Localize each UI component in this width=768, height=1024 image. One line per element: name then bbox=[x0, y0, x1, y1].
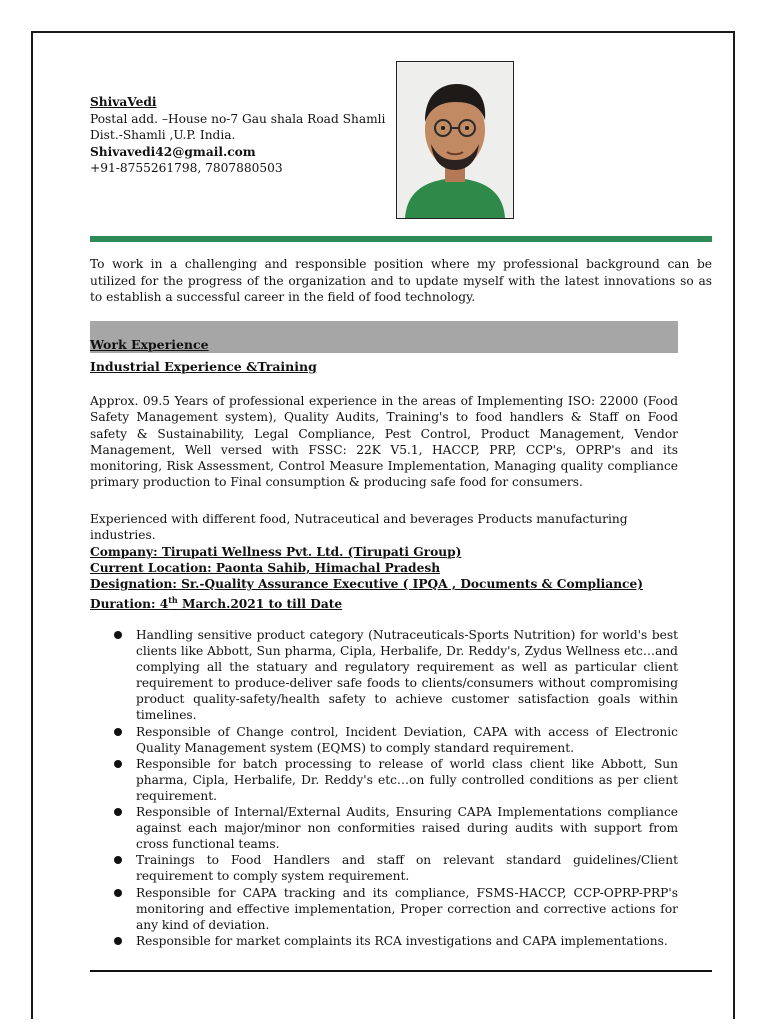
phone-number: +91-8755261798, 7807880503 bbox=[90, 161, 283, 175]
duration-suffix: March.2021 to till Date bbox=[177, 597, 343, 612]
profile-photo-image bbox=[397, 62, 513, 218]
subsection-title-industrial-experience: Industrial Experience &Training bbox=[90, 359, 317, 374]
list-item: Responsible of Internal/External Audits, Ensuring CAPA Implementations compliance against each major/minor non conformities raised during audits with support from cross functional teams. bbox=[112, 804, 678, 852]
list-item: Responsible for batch processing to release of world class client like Abbott, Sun pharma, Cipla, Herbalife, Dr. Reddy's etc…on fully controlled conditions as per client requirement. bbox=[112, 756, 678, 804]
responsibility-list bbox=[112, 627, 678, 949]
address-line-1: Postal add. –House no-7 Gau shala Road Shamli bbox=[90, 111, 386, 126]
experience-summary: Approx. 09.5 Years of professional experience in the areas of Implementing ISO: 22000 (Food Safety Management system), Quality Audits, Training's to food handlers & Staff on Food safety & Sustainability, Legal Compliance, Pest Control, Product Management, Vendor Management, Well versed with FSSC: 22K V5.1, HACCP, PRP, CCP's, OPRP's and its monitoring, Risk Assessment, Control Measure Implementation, Managing quality compliance primary production to Final consumption & producing safe food for consumers. bbox=[90, 394, 678, 490]
section-title-work-experience: Work Experience bbox=[90, 337, 209, 352]
list-item: Responsible for market complaints its RCA investigations and CAPA implementations. bbox=[112, 933, 678, 949]
email-address: Shivavedi42@gmail.com bbox=[90, 144, 256, 159]
duration-superscript: th bbox=[168, 595, 178, 605]
footer-divider bbox=[90, 970, 712, 972]
header-divider bbox=[90, 236, 712, 242]
contact-block bbox=[90, 94, 390, 177]
career-objective: To work in a challenging and responsible position where my professional background can be utilized for the progress of the organization and to update myself with the latest innovations so as to establish a successful career in the field of food technology. bbox=[90, 257, 712, 304]
duration-prefix: Duration: 4 bbox=[90, 597, 169, 612]
candidate-name: ShivaVedi bbox=[90, 95, 157, 109]
company-name: Company: Tirupati Wellness Pvt. Ltd. (Tirupati Group) bbox=[90, 545, 462, 559]
list-item: Handling sensitive product category (Nutraceuticals-Sports Nutrition) for world's best clients like Abbott, Sun pharma, Cipla, Herbalife, Dr. Reddy's, Zydus Wellness etc…and complying all the statuary and regulatory requirement as well as particular client requirement to produce-deliver safe foods to clients/consumers without compromising product quality-safety/health safety to achieve customer satisfaction goals within timelines. bbox=[112, 627, 678, 724]
designation: Designation: Sr.-Quality Assurance Executive ( IPQA , Documents & Compliance) bbox=[90, 577, 643, 591]
list-item: Responsible of Change control, Incident Deviation, CAPA with access of Electronic Quality Management system (EQMS) to comply standard requirement. bbox=[112, 724, 678, 756]
address-line-2: Dist.-Shamli ,U.P. India. bbox=[90, 128, 236, 142]
current-location: Current Location: Paonta Sahib, Himachal Pradesh bbox=[90, 561, 441, 575]
profile-photo bbox=[396, 61, 514, 219]
duration bbox=[90, 592, 690, 612]
list-item: Trainings to Food Handlers and staff on relevant standard guidelines/Client requirement to comply system requirement. bbox=[112, 852, 678, 884]
job-details bbox=[90, 544, 690, 612]
list-item: Responsible for CAPA tracking and its compliance, FSMS-HACCP, CCP-OPRP-PRP's monitoring and effective implementation, Proper correction and corrective actions for any kind of deviation. bbox=[112, 885, 678, 933]
industries-summary: Experienced with different food, Nutraceutical and beverages Products manufacturing industries. bbox=[90, 512, 628, 543]
